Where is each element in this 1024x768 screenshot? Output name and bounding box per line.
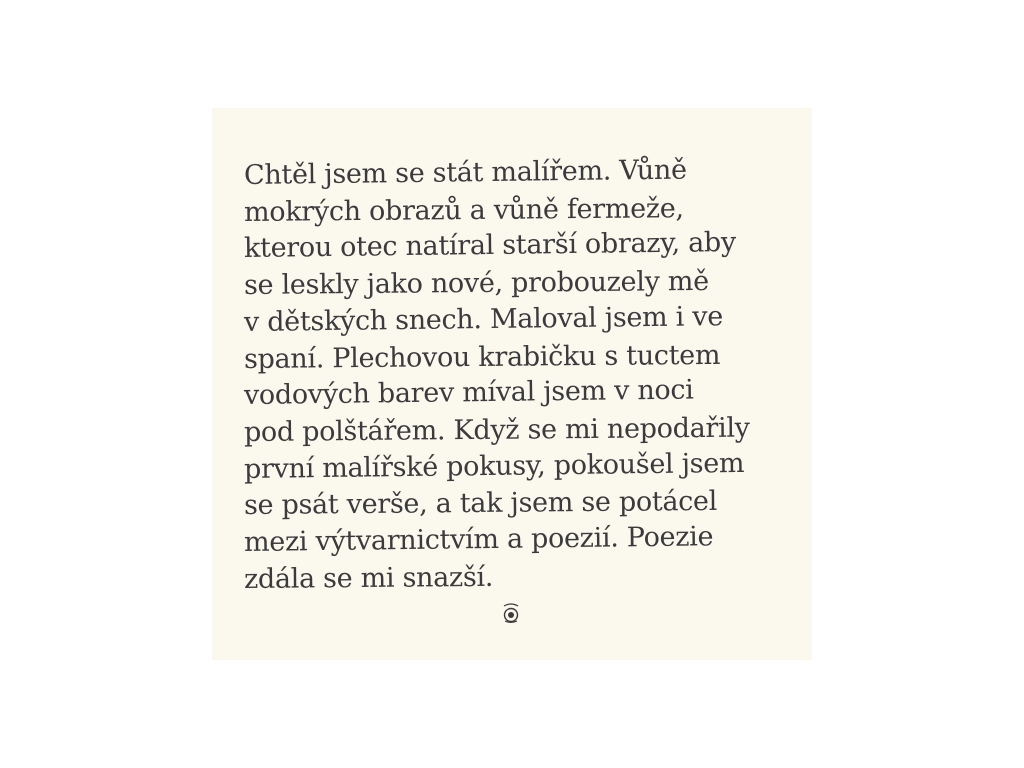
text-line-2: mokrých obrazů a vůně fermeže, <box>243 192 684 228</box>
text-line-5: v dětských snech. Maloval jsem i ve <box>243 300 724 338</box>
text-line-10: se psát verše, a tak jsem se potácel <box>243 486 718 522</box>
scanned-page <box>212 108 812 660</box>
text-line-8: pod polštářem. Když se mi nepodařily <box>243 412 750 448</box>
text-line-9: první malířské pokusy, pokoušel jsem <box>243 447 745 485</box>
text-line-11: mezi výtvarnictvím a poezií. Poezie <box>243 521 714 559</box>
text-line-12: zdála se mi snazší. <box>243 561 494 595</box>
text-line-6: spaní. Plechovou krabičku s tuctem <box>243 339 721 375</box>
text-line-7: vodových barev míval jsem v noci <box>243 374 694 412</box>
publisher-emblem-icon <box>501 602 521 624</box>
paragraph <box>243 154 804 598</box>
text-line-4: se leskly jako nové, probouzely mě <box>243 266 709 302</box>
text-line-3: kterou otec natíral starší obrazy, aby <box>243 227 737 265</box>
text-line-1: Chtěl jsem se stát malířem. Vůně <box>243 154 687 191</box>
